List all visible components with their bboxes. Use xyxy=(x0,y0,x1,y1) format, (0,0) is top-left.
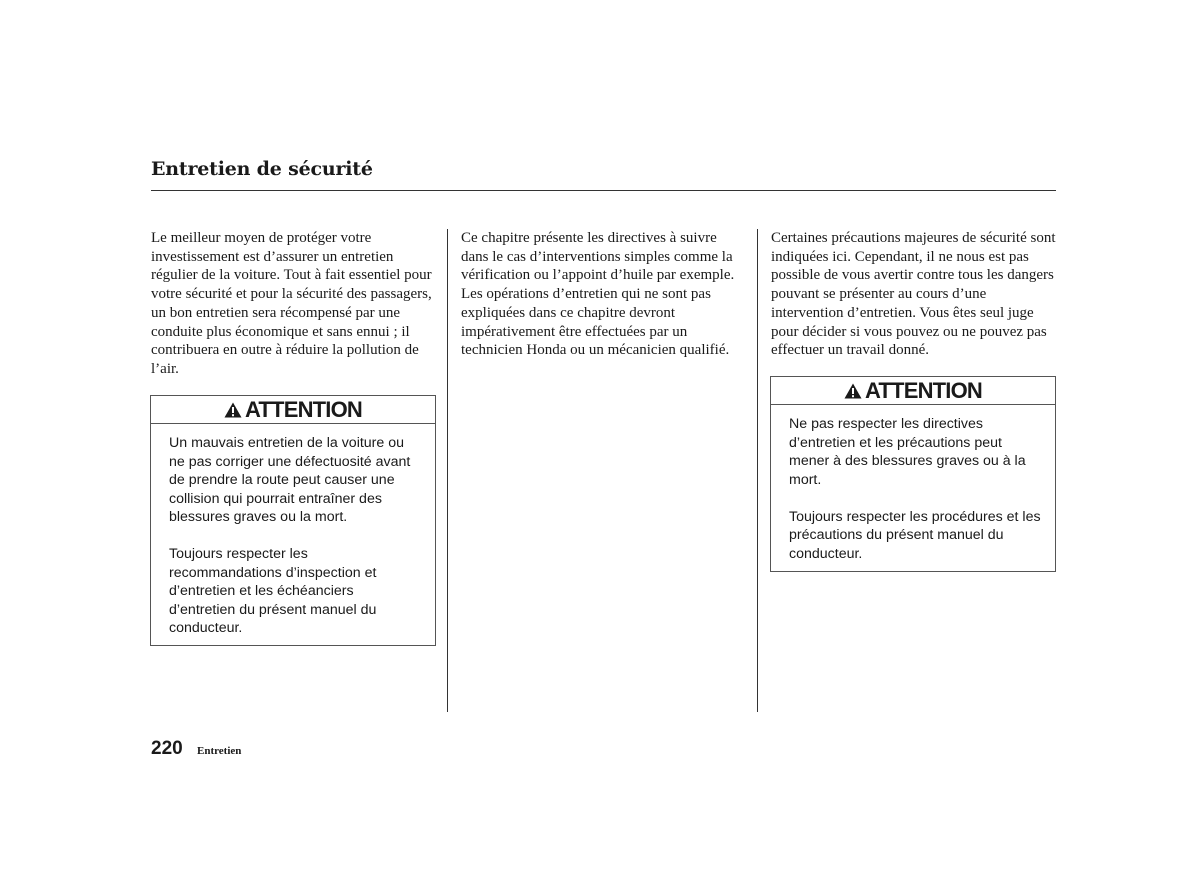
column-divider-1 xyxy=(447,229,448,712)
warning-text: Toujours respecter les procédures et les précautions du présent manuel du conducteur. xyxy=(789,508,1041,562)
precautions-paragraph: Certaines précautions majeures de sécurité sont indiquées ici. Cependant, il ne nous est pas possible de vous avertir contre tous les dangers pouvant se présenter au cours d’une intervention d’entretien. Vous êtes seul juge pour décider si vous pouvez ou ne pouvez pas effectuer un travail donné. xyxy=(771,230,1056,359)
title-rule xyxy=(151,190,1056,191)
warning-text: Ne pas respecter les directives d’entretien et les précautions peut mener à des blessures graves ou à la mort. xyxy=(789,416,1026,488)
warning-triangle-icon xyxy=(844,383,862,399)
warning-text: Un mauvais entretien de la voiture ou ne pas corriger une défectuosité avant de prendre la route peut causer une collision qui pourrait entraîner des blessures graves ou la mort. xyxy=(169,435,411,525)
section-name: Entretien xyxy=(197,745,242,757)
page-number: 220 xyxy=(151,738,183,759)
warning-heading: ATTENTION xyxy=(244,396,363,422)
warning-box-1 xyxy=(150,395,436,646)
warning-body xyxy=(151,424,435,638)
warning-box-2 xyxy=(770,376,1056,572)
column-divider-2 xyxy=(757,229,758,712)
warning-triangle-icon xyxy=(224,402,242,418)
warning-text: Toujours respecter les recommandations d’inspection et d’entretien et les échéanciers d’entretien du présent manuel du conducteur. xyxy=(169,546,377,636)
chapter-paragraph: Ce chapitre présente les directives à suivre dans le cas d’interventions simples comme la vérification ou l’appoint d’huile par exemple. Les opérations d’entretien qui ne sont pas expliquées dans ce chapitre devront impérativement être effectuées par un technicien Honda ou un mécanicien qualifié. xyxy=(461,230,735,359)
warning-header xyxy=(771,377,1055,405)
warning-header xyxy=(151,396,435,424)
warning-heading: ATTENTION xyxy=(864,377,983,403)
intro-paragraph: Le meilleur moyen de protéger votre investissement est d’assurer un entretien régulier de la voiture. Tout à fait essentiel pour votre sécurité et pour la sécurité des passagers, un bon entretien sera récompensé par une conduite plus économique et sans ennui ; il contribuera en outre à réduire la pollution de l’air. xyxy=(151,230,432,377)
warning-body xyxy=(771,405,1055,563)
page-title: Entretien de sécurité xyxy=(151,158,373,180)
